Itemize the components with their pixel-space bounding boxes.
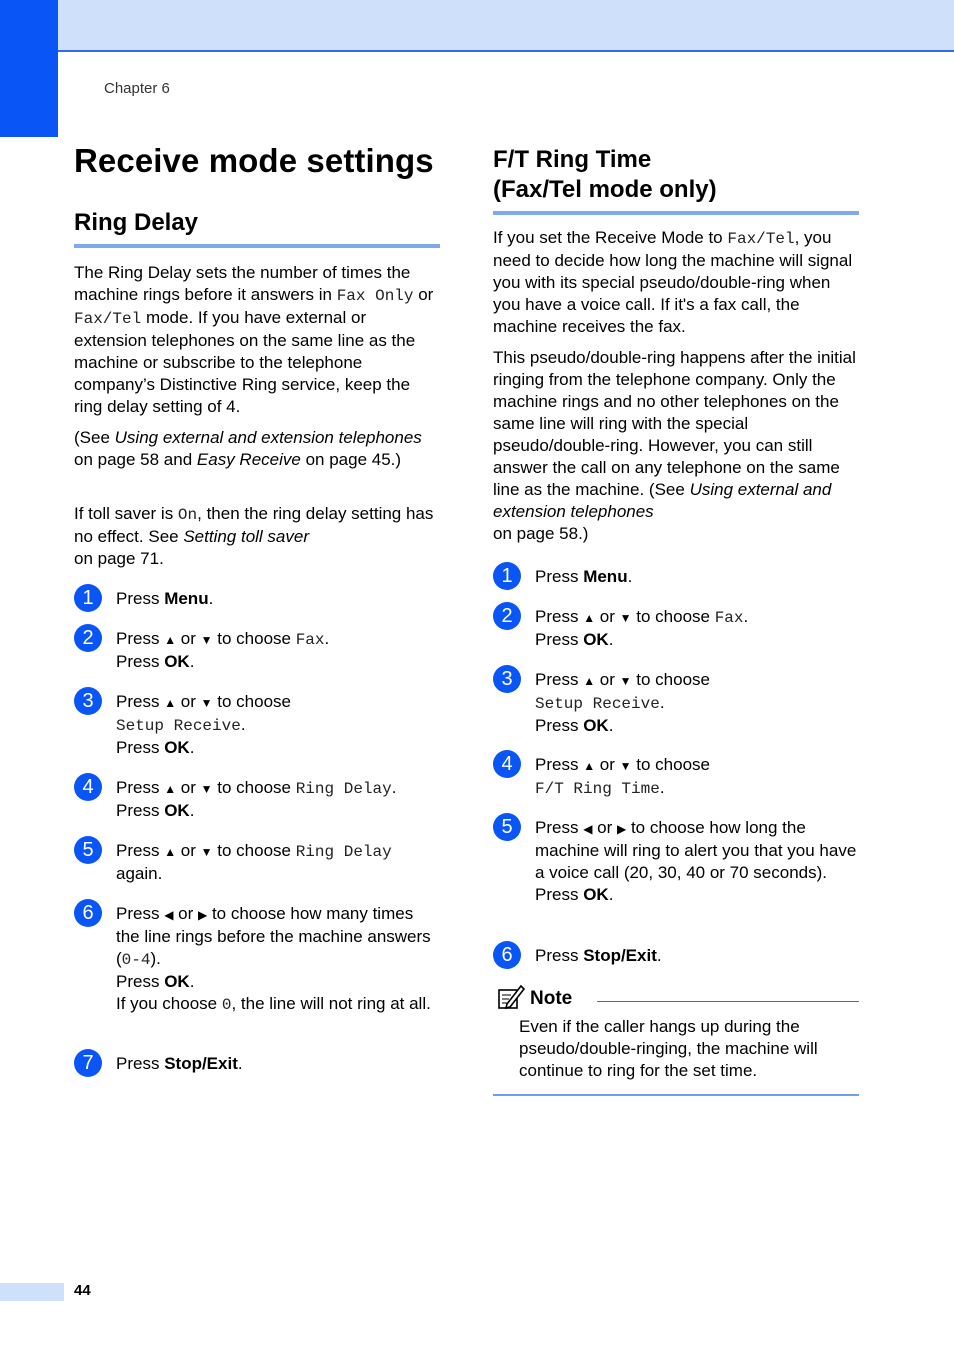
text: to choose xyxy=(631,755,710,774)
text: Press xyxy=(116,1054,165,1073)
note-box xyxy=(493,984,859,1096)
text: on page 58 and xyxy=(74,450,197,469)
ring-delay-section xyxy=(74,208,440,248)
step-number: 5 xyxy=(74,836,102,864)
text: Press xyxy=(116,738,165,757)
ft-step-2 xyxy=(493,602,859,651)
code-text: Fax Only xyxy=(336,287,414,305)
text: . xyxy=(189,738,195,757)
cross-reference: Easy Receive xyxy=(196,450,301,469)
up-arrow-icon: ▲ xyxy=(164,633,177,647)
cross-reference: Setting toll saver xyxy=(183,527,310,546)
up-arrow-icon: ▲ xyxy=(583,674,596,688)
note-header xyxy=(493,984,859,1012)
text: Press xyxy=(535,716,584,735)
text: mode. If you have external or extension telephones on the same line as the machine or subscribe to the telephone company’s Distinctive Ring service, keep the ring delay setting of 4. xyxy=(74,308,416,416)
ft-ring-time-heading xyxy=(493,145,859,205)
text: Press xyxy=(116,778,165,797)
text: or xyxy=(176,629,201,648)
text: or xyxy=(176,692,201,711)
text: or xyxy=(176,778,201,797)
cross-reference: Using external and extension telephones xyxy=(114,428,422,447)
ft-intro xyxy=(493,227,859,338)
left-arrow-icon: ◀ xyxy=(583,822,593,836)
key-name: OK xyxy=(583,630,609,649)
text: . xyxy=(608,630,614,649)
text: . xyxy=(656,946,662,965)
step-number: 6 xyxy=(493,941,521,969)
text: to choose xyxy=(212,841,296,860)
step-3 xyxy=(74,687,440,759)
text: to choose how long the machine will ring to alert you that you have a voice call (20, 30, 40 or 70 seconds). xyxy=(535,818,857,882)
text: Press xyxy=(535,946,584,965)
code-text: 0-4 xyxy=(121,951,151,969)
text: . xyxy=(659,778,665,797)
text: If toll saver is xyxy=(74,504,178,523)
text: . xyxy=(208,589,214,608)
heading-rule xyxy=(74,244,440,248)
code-text: Fax/Tel xyxy=(727,230,795,248)
text: Press xyxy=(535,567,584,586)
note-divider xyxy=(597,1001,859,1002)
text: , the line will not ring at all. xyxy=(231,994,431,1013)
text: . xyxy=(324,629,330,648)
text: to choose xyxy=(212,692,291,711)
code-text: F/T Ring Time xyxy=(535,780,660,798)
text: , you need to decide how long the machine will signal you with its special pseudo/double-ring when you have a voice call. If it's a fax call, the machine receives the fax. xyxy=(493,228,853,336)
text: on page 45.) xyxy=(300,450,402,469)
heading-line: F/T Ring Time xyxy=(493,146,652,173)
text: If you choose xyxy=(116,994,222,1013)
text: . xyxy=(189,972,195,991)
header-band xyxy=(58,0,954,52)
code-text: Fax xyxy=(714,609,744,627)
up-arrow-icon: ▲ xyxy=(583,759,596,773)
key-name: Menu xyxy=(164,589,209,608)
text: (See xyxy=(74,428,115,447)
text: . xyxy=(189,801,195,820)
chapter-label: Chapter 6 xyxy=(104,80,170,97)
text: The Ring Delay sets the number of times the machine rings before it answers in xyxy=(74,263,411,304)
step-number: 6 xyxy=(74,899,102,927)
text: Press xyxy=(535,818,584,837)
text: to choose xyxy=(212,629,296,648)
text: Press xyxy=(116,801,165,820)
text: Press xyxy=(116,904,165,923)
step-number: 3 xyxy=(493,665,521,693)
key-name: OK xyxy=(583,716,609,735)
step-number: 2 xyxy=(493,602,521,630)
step-number: 3 xyxy=(74,687,102,715)
up-arrow-icon: ▲ xyxy=(164,845,177,859)
step-number: 5 xyxy=(493,813,521,841)
up-arrow-icon: ▲ xyxy=(164,696,177,710)
down-arrow-icon: ▼ xyxy=(200,845,213,859)
code-text: Fax/Tel xyxy=(74,310,142,328)
text: or xyxy=(592,818,617,837)
text: or xyxy=(595,755,620,774)
ft-step-3 xyxy=(493,665,859,737)
step-number: 4 xyxy=(74,773,102,801)
text: ). xyxy=(150,949,161,968)
page-title: Receive mode settings xyxy=(74,142,434,179)
text: Press xyxy=(116,692,165,711)
ring-delay-intro xyxy=(74,262,440,418)
step-6 xyxy=(74,899,440,1016)
ft-step-4 xyxy=(493,750,859,800)
key-name: OK xyxy=(164,652,190,671)
heading-line: (Fax/Tel mode only) xyxy=(493,176,717,203)
right-arrow-icon: ▶ xyxy=(197,908,208,922)
text: on page 71. xyxy=(74,549,164,568)
text: , then the ring delay setting has no effect. See xyxy=(74,504,434,546)
page-number-strip xyxy=(0,1283,64,1301)
text: Press xyxy=(535,670,584,689)
text: . xyxy=(608,885,614,904)
up-arrow-icon: ▲ xyxy=(583,611,596,625)
ring-delay-heading: Ring Delay xyxy=(74,209,199,236)
step-1 xyxy=(74,584,440,610)
step-7 xyxy=(74,1049,440,1075)
step-number: 1 xyxy=(74,584,102,612)
text: . xyxy=(189,652,195,671)
ft-step-1 xyxy=(493,562,859,588)
code-text: Ring Delay xyxy=(295,843,392,861)
step-number: 4 xyxy=(493,750,521,778)
key-name: OK xyxy=(164,801,190,820)
text: to choose how many times the line rings before the machine answers ( xyxy=(116,904,431,968)
text: or xyxy=(176,841,201,860)
key-name: Menu xyxy=(583,567,628,586)
ft-ring-time-section xyxy=(493,145,859,215)
down-arrow-icon: ▼ xyxy=(200,633,213,647)
step-number: 2 xyxy=(74,624,102,652)
note-text: Even if the caller hangs up during the pseudo/double-ringing, the machine will continue to ring for the set time. xyxy=(519,1017,818,1080)
step-number: 1 xyxy=(493,562,521,590)
down-arrow-icon: ▼ xyxy=(619,759,632,773)
code-text: Setup Receive xyxy=(116,717,241,735)
text: again. xyxy=(116,864,163,883)
text: Press xyxy=(116,972,165,991)
note-bottom-rule xyxy=(493,1094,859,1096)
code-text: Setup Receive xyxy=(535,695,660,713)
heading-rule xyxy=(493,211,859,215)
code-text: On xyxy=(177,506,198,524)
key-name: OK xyxy=(164,972,190,991)
text: or xyxy=(595,670,620,689)
step-4 xyxy=(74,773,440,822)
step-2 xyxy=(74,624,440,673)
text: Press xyxy=(116,652,165,671)
page-number: 44 xyxy=(74,1282,91,1299)
down-arrow-icon: ▼ xyxy=(200,782,213,796)
ft-step-5 xyxy=(493,813,859,906)
text: to choose xyxy=(631,670,710,689)
text: Press xyxy=(116,629,165,648)
step-5 xyxy=(74,836,440,885)
down-arrow-icon: ▼ xyxy=(619,611,632,625)
text: . xyxy=(391,778,397,797)
text: If you set the Receive Mode to xyxy=(493,228,728,247)
text: . xyxy=(240,715,246,734)
text: Press xyxy=(535,755,584,774)
text: Press xyxy=(535,885,584,904)
text: to choose xyxy=(631,607,715,626)
ring-delay-see-also xyxy=(74,427,440,471)
text: or xyxy=(413,285,434,304)
text: or xyxy=(173,904,198,923)
code-text: Fax xyxy=(295,631,325,649)
down-arrow-icon: ▼ xyxy=(200,696,213,710)
text: to choose xyxy=(212,778,296,797)
text: . xyxy=(627,567,633,586)
text: Press xyxy=(535,607,584,626)
down-arrow-icon: ▼ xyxy=(619,674,632,688)
key-name: Stop/Exit xyxy=(583,946,657,965)
note-pencil-icon xyxy=(497,984,525,1010)
text: This pseudo/double-ring happens after the initial ringing from the telephone company. Only the machine rings and no other telephones on the same line will ring with the special pseudo/double-ring. However, you can still answer the call on any telephone on the same line as the machine. (See xyxy=(493,348,856,499)
chapter-tab xyxy=(0,0,58,137)
code-text: 0 xyxy=(221,996,232,1014)
key-name: OK xyxy=(583,885,609,904)
text: on page 58.) xyxy=(493,524,589,543)
left-arrow-icon: ◀ xyxy=(164,908,174,922)
key-name: Stop/Exit xyxy=(164,1054,238,1073)
up-arrow-icon: ▲ xyxy=(164,782,177,796)
right-arrow-icon: ▶ xyxy=(616,822,627,836)
step-number: 7 xyxy=(74,1049,102,1077)
ft-pseudo-ring-info xyxy=(493,347,859,545)
text: . xyxy=(608,716,614,735)
note-label: Note xyxy=(530,988,573,1009)
text: Press xyxy=(116,841,165,860)
text: or xyxy=(595,607,620,626)
text: Press xyxy=(535,630,584,649)
text: . xyxy=(659,693,665,712)
text: . xyxy=(237,1054,243,1073)
code-text: Ring Delay xyxy=(295,780,392,798)
toll-saver-note xyxy=(74,503,440,570)
text: . xyxy=(743,607,749,626)
cross-reference: Using external and extension telephones xyxy=(493,480,832,521)
key-name: OK xyxy=(164,738,190,757)
ft-step-6 xyxy=(493,941,859,967)
text: Press xyxy=(116,589,165,608)
